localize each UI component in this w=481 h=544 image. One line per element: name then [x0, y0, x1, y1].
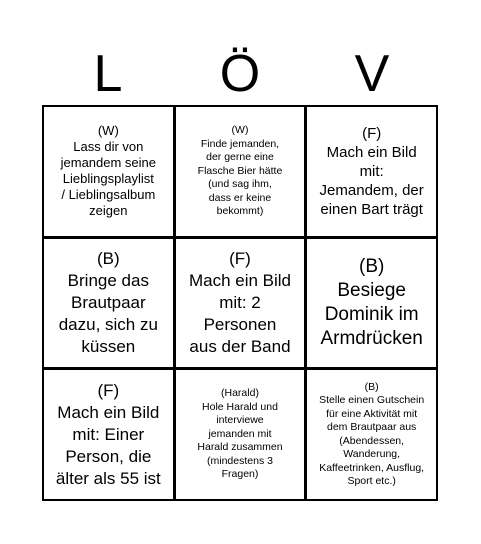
- bingo-cell-text: (B) Stelle einen Gutschein für eine Aktivität mit dem Brautpaar aus (Abendessen, Wanderung, Kaffeetrinken, Ausflug, Sport etc.): [319, 380, 425, 488]
- bingo-cell-text: (B) Besiege Dominik im Armdrücken: [320, 255, 423, 349]
- header-letter-v: V: [354, 45, 390, 103]
- bingo-cell-text: (W) Lass dir von jemandem seine Lieblingsplaylist / Lieblingsalbum zeigen: [60, 123, 157, 219]
- bingo-cell-1[interactable]: [44, 107, 173, 236]
- bingo-grid: [42, 105, 438, 501]
- bingo-cell-text: (F) Mach ein Bild mit: 2 Personen aus der Band: [188, 248, 292, 356]
- bingo-header: [42, 44, 438, 104]
- bingo-cell-text: (B) Bringe das Brautpaar dazu, sich zu küssen: [58, 248, 158, 356]
- bingo-cell-5[interactable]: [176, 239, 305, 368]
- bingo-cell-9[interactable]: [307, 370, 436, 499]
- bingo-cell-3[interactable]: [307, 107, 436, 236]
- bingo-cell-text: (W) Finde jemanden, der gerne eine Flasche Bier hätte (und sag ihm, dass er keine bekommt): [197, 124, 283, 218]
- header-letter-l: L: [93, 45, 123, 103]
- bingo-cell-text: (F) Mach ein Bild mit: Jemandem, der einen Bart trägt: [319, 124, 424, 218]
- bingo-cell-2[interactable]: [176, 107, 305, 236]
- bingo-cell-8[interactable]: [176, 370, 305, 499]
- bingo-cell-4[interactable]: [44, 239, 173, 368]
- header-letter-o-umlaut: Ö: [219, 45, 261, 103]
- bingo-cell-text: (F) Mach ein Bild mit: Einer Person, die älter als 55 ist: [55, 380, 161, 488]
- bingo-cell-7[interactable]: [44, 370, 173, 499]
- bingo-cell-6[interactable]: [307, 239, 436, 368]
- bingo-cell-text: (Harald) Hole Harald und interviewe jemanden mit Harald zusammen (mindestens 3 Fragen): [197, 387, 283, 481]
